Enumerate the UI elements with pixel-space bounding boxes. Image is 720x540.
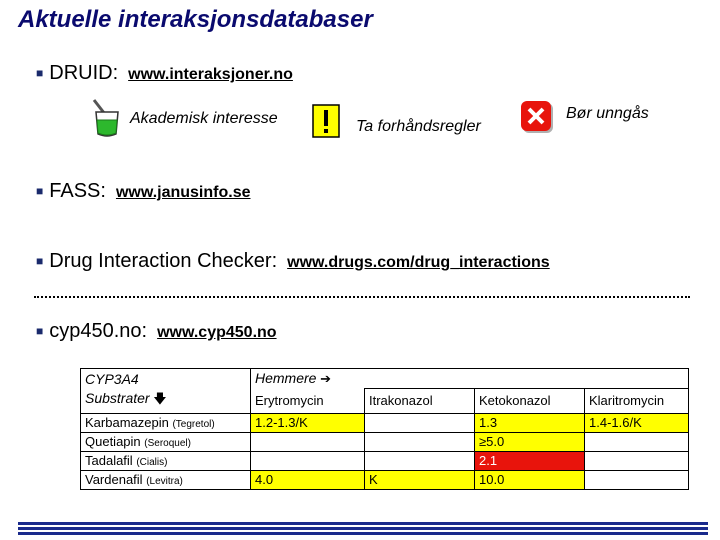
- value-cell: [585, 432, 689, 451]
- substrate-cell: [81, 470, 251, 489]
- inhibitors-header: Hemmere: [255, 370, 317, 386]
- value-cell: K: [365, 470, 475, 489]
- substrate-name: Karbamazepin: [85, 415, 169, 430]
- table-header-row: [81, 369, 689, 389]
- druid-line: [36, 62, 293, 85]
- value-cell: 1.4-1.6/K: [585, 413, 689, 432]
- checker-link[interactable]: www.drugs.com/drug_interactions: [287, 254, 550, 271]
- value-cell: 2.1: [475, 451, 585, 470]
- value-cell: [365, 451, 475, 470]
- table-row: [81, 413, 689, 432]
- cyp450-link[interactable]: www.cyp450.no: [157, 324, 277, 341]
- beaker-icon: [90, 98, 124, 140]
- checker-line: [36, 250, 550, 273]
- legend-avoid-label: Bør unngås: [566, 105, 649, 122]
- inhibitor-cell: Itrakonazol: [365, 389, 475, 414]
- inhibitor-cell: Klaritromycin: [585, 389, 689, 414]
- inhibitors-header-cell: [251, 369, 689, 389]
- fass-label: FASS:: [49, 180, 106, 202]
- substrate-name: Quetiapin: [85, 434, 141, 449]
- footer-rule-line: [18, 522, 708, 525]
- legend-academic: [90, 98, 278, 140]
- druid-link[interactable]: www.interaksjoner.no: [128, 66, 293, 83]
- legend-caution: [312, 104, 481, 138]
- value-cell: ≥5.0: [475, 432, 585, 451]
- legend-academic-label: Akademisk interesse: [130, 110, 278, 127]
- druid-label: DRUID:: [49, 62, 119, 84]
- table-subheader-row: [81, 389, 689, 414]
- substrate-cell: [81, 451, 251, 470]
- value-cell: 1.3: [475, 413, 585, 432]
- cyp450-label: cyp450.no:: [49, 320, 148, 342]
- arrow-right-icon: ➔: [320, 371, 331, 386]
- table-row: [81, 451, 689, 470]
- footer-rule: [18, 522, 708, 537]
- cyp3a4-table: [80, 368, 689, 490]
- slide-title: Aktuelle interaksjonsdatabaser: [18, 6, 373, 33]
- table-row: [81, 432, 689, 451]
- inhibitor-cell: Erytromycin: [251, 389, 365, 414]
- cyp-header: CYP3A4: [85, 370, 139, 387]
- table-row: [81, 470, 689, 489]
- bullet-icon: ■: [36, 66, 44, 80]
- arrow-down-icon: 🡇: [153, 390, 167, 406]
- substrate-brand: (Levitra): [146, 476, 183, 487]
- substrate-cell: [81, 413, 251, 432]
- substrates-header-cell: [81, 389, 251, 414]
- checker-label: Drug Interaction Checker:: [49, 250, 278, 272]
- footer-rule-line: [18, 527, 708, 530]
- value-cell: [585, 470, 689, 489]
- substrates-header: Substrater: [85, 389, 150, 406]
- substrate-cell: [81, 432, 251, 451]
- value-cell: [251, 451, 365, 470]
- bullet-icon: ■: [36, 254, 44, 268]
- stop-icon: [520, 100, 556, 136]
- inhibitor-cell: Ketokonazol: [475, 389, 585, 414]
- legend-avoid: [520, 100, 649, 136]
- value-cell: 4.0: [251, 470, 365, 489]
- substrate-name: Tadalafil: [85, 453, 133, 468]
- warning-icon: [312, 104, 340, 138]
- fass-line: [36, 180, 251, 203]
- value-cell: [251, 432, 365, 451]
- substrate-brand: (Seroquel): [144, 438, 191, 449]
- substrate-brand: (Cialis): [136, 457, 168, 468]
- value-cell: 1.2-1.3/K: [251, 413, 365, 432]
- legend: [90, 98, 690, 148]
- value-cell: [365, 432, 475, 451]
- substrate-brand: (Tegretol): [172, 419, 215, 430]
- value-cell: [365, 413, 475, 432]
- dotted-separator: [34, 296, 690, 298]
- cyp450-line: [36, 320, 277, 343]
- footer-rule-line: [18, 532, 708, 535]
- cyp-header-cell: [81, 369, 251, 389]
- value-cell: 10.0: [475, 470, 585, 489]
- substrate-name: Vardenafil: [85, 472, 143, 487]
- bullet-icon: ■: [36, 324, 44, 338]
- fass-link[interactable]: www.janusinfo.se: [115, 184, 251, 201]
- legend-caution-label: Ta forhåndsregler: [356, 118, 481, 135]
- bullet-icon: ■: [36, 184, 44, 198]
- value-cell: [585, 451, 689, 470]
